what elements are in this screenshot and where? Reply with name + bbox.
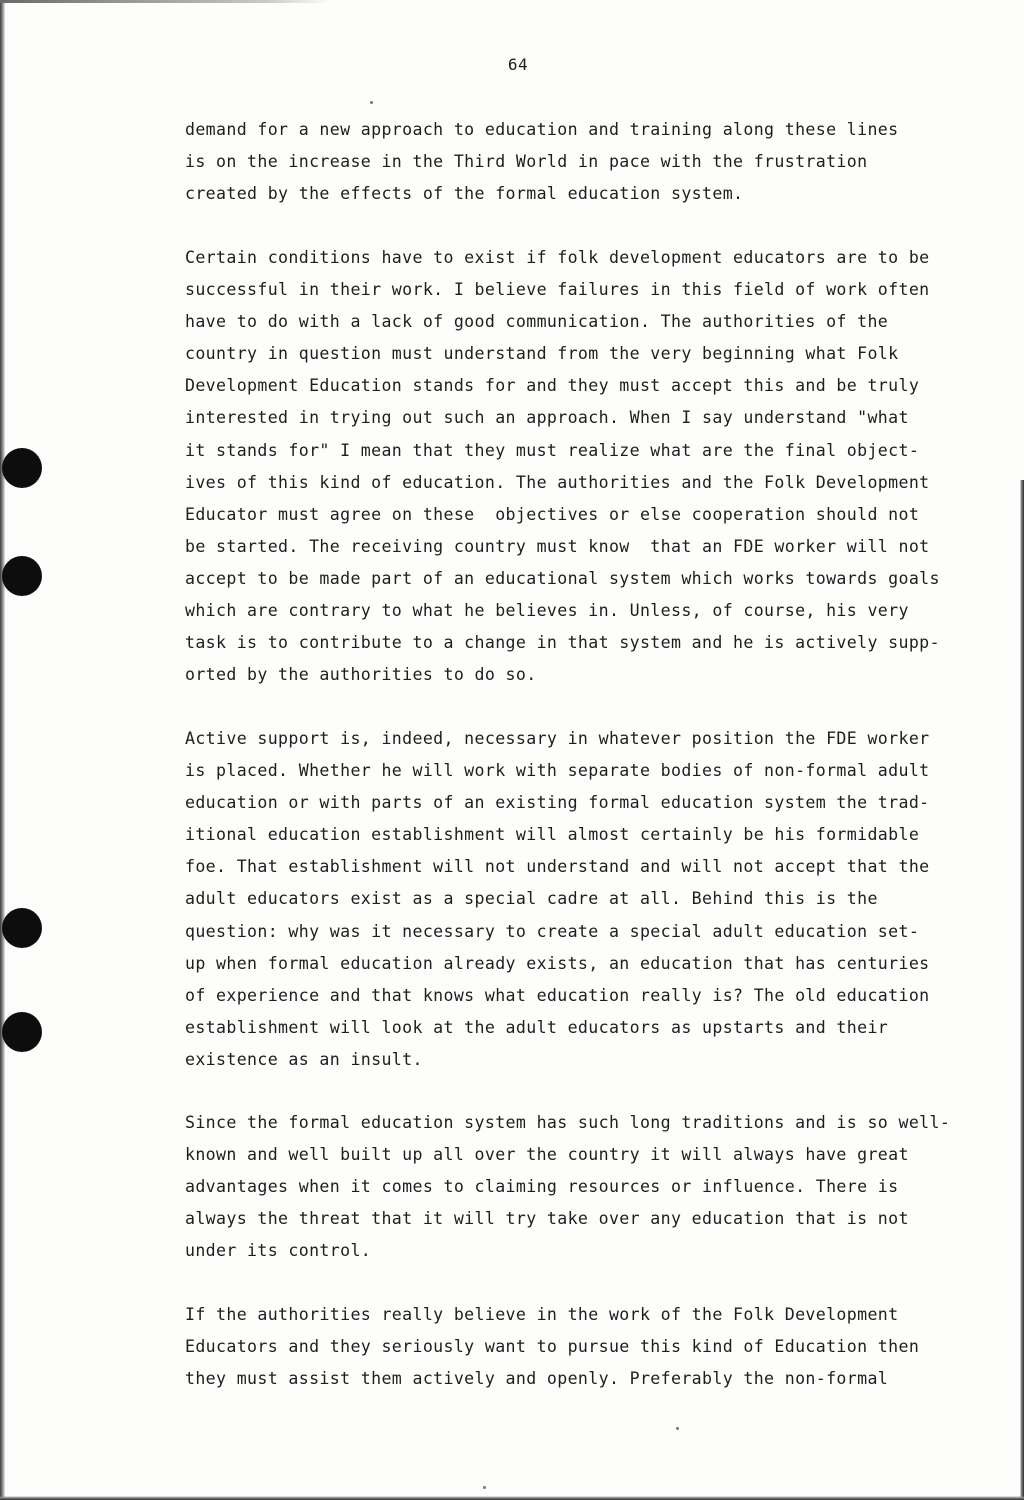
text-line: Active support is, indeed, necessary in whatever position the FDE worker [185, 729, 930, 748]
text-line: advantages when it comes to claiming resources or influence. There is [185, 1177, 899, 1197]
scan-edge-top [0, 0, 330, 3]
scan-edge-right [1020, 480, 1024, 1500]
paragraph-5 [185, 1299, 995, 1395]
text-line: accept to be made part of an educational system which works towards goals [185, 568, 940, 588]
text-line: it stands for" I mean that they must realize what are the final object- [185, 440, 920, 460]
text-line: is on the increase in the Third World in pace with the frustration [185, 152, 868, 172]
text-line: orted by the authorities to do so. [185, 665, 537, 685]
text-line: Educators and they seriously want to pursue this kind of Education then [185, 1337, 920, 1357]
text-line: Certain conditions have to exist if folk development educators are to be [185, 248, 930, 267]
text-line: of experience and that knows what education really is? The old education [185, 985, 930, 1005]
paragraph-2 [185, 242, 995, 691]
scan-speck [370, 101, 373, 104]
text-line: interested in trying out such an approach. When I say understand "what [185, 408, 909, 428]
scan-speck [676, 1427, 679, 1430]
text-line: Educator must agree on these objectives or else cooperation should not [185, 504, 920, 524]
scan-edge-bottom [0, 1496, 1024, 1500]
page-number: 64 [507, 55, 529, 74]
text-line: country in question must understand from the very beginning what Folk [185, 344, 899, 364]
text-line: which are contrary to what he believes in. Unless, of course, his very [185, 601, 909, 621]
punch-hole-icon [2, 556, 42, 596]
text-line: establishment will look at the adult educators as upstarts and their [185, 1017, 889, 1037]
text-line: successful in their work. I believe failures in this field of work often [185, 280, 930, 300]
text-line: task is to contribute to a change in that system and he is actively supp- [185, 633, 940, 653]
text-line: have to do with a lack of good communication. The authorities of the [185, 312, 889, 332]
text-line: created by the effects of the formal education system. [185, 184, 744, 204]
text-line: If the authorities really believe in the work of the Folk Development [185, 1305, 899, 1324]
text-line: adult educators exist as a special cadre at all. Behind this is the [185, 889, 878, 909]
text-line: Since the formal education system has such long traditions and is so well- [185, 1113, 951, 1132]
text-line: existence as an insult. [185, 1049, 423, 1069]
paragraph-1 [185, 114, 995, 210]
text-line: be started. The receiving country must know that an FDE worker will not [185, 536, 930, 556]
punch-hole-icon [2, 908, 42, 948]
text-line: itional education establishment will almost certainly be his formidable [185, 825, 920, 845]
scan-edge-left [0, 0, 5, 1500]
text-line: foe. That establishment will not understand and will not accept that the [185, 857, 930, 877]
paragraph-3 [185, 723, 995, 1076]
text-line: demand for a new approach to education and training along these lines [185, 120, 899, 139]
text-line: known and well built up all over the country it will always have great [185, 1145, 909, 1165]
punch-hole-icon [2, 448, 42, 488]
punch-hole-icon [2, 1012, 42, 1052]
text-line: always the threat that it will try take over any education that is not [185, 1209, 909, 1229]
text-line: ives of this kind of education. The authorities and the Folk Development [185, 472, 930, 492]
paragraph-4 [185, 1107, 995, 1267]
text-line: under its control. [185, 1241, 372, 1261]
scan-speck [483, 1486, 486, 1489]
text-line: they must assist them actively and openly. Preferably the non-formal [185, 1369, 889, 1389]
text-line: is placed. Whether he will work with separate bodies of non-formal adult [185, 761, 930, 781]
text-line: question: why was it necessary to create a special adult education set- [185, 921, 920, 941]
text-line: up when formal education already exists, an education that has centuries [185, 953, 930, 973]
text-line: education or with parts of an existing formal education system the trad- [185, 793, 930, 813]
text-line: Development Education stands for and they must accept this and be truly [185, 376, 920, 396]
